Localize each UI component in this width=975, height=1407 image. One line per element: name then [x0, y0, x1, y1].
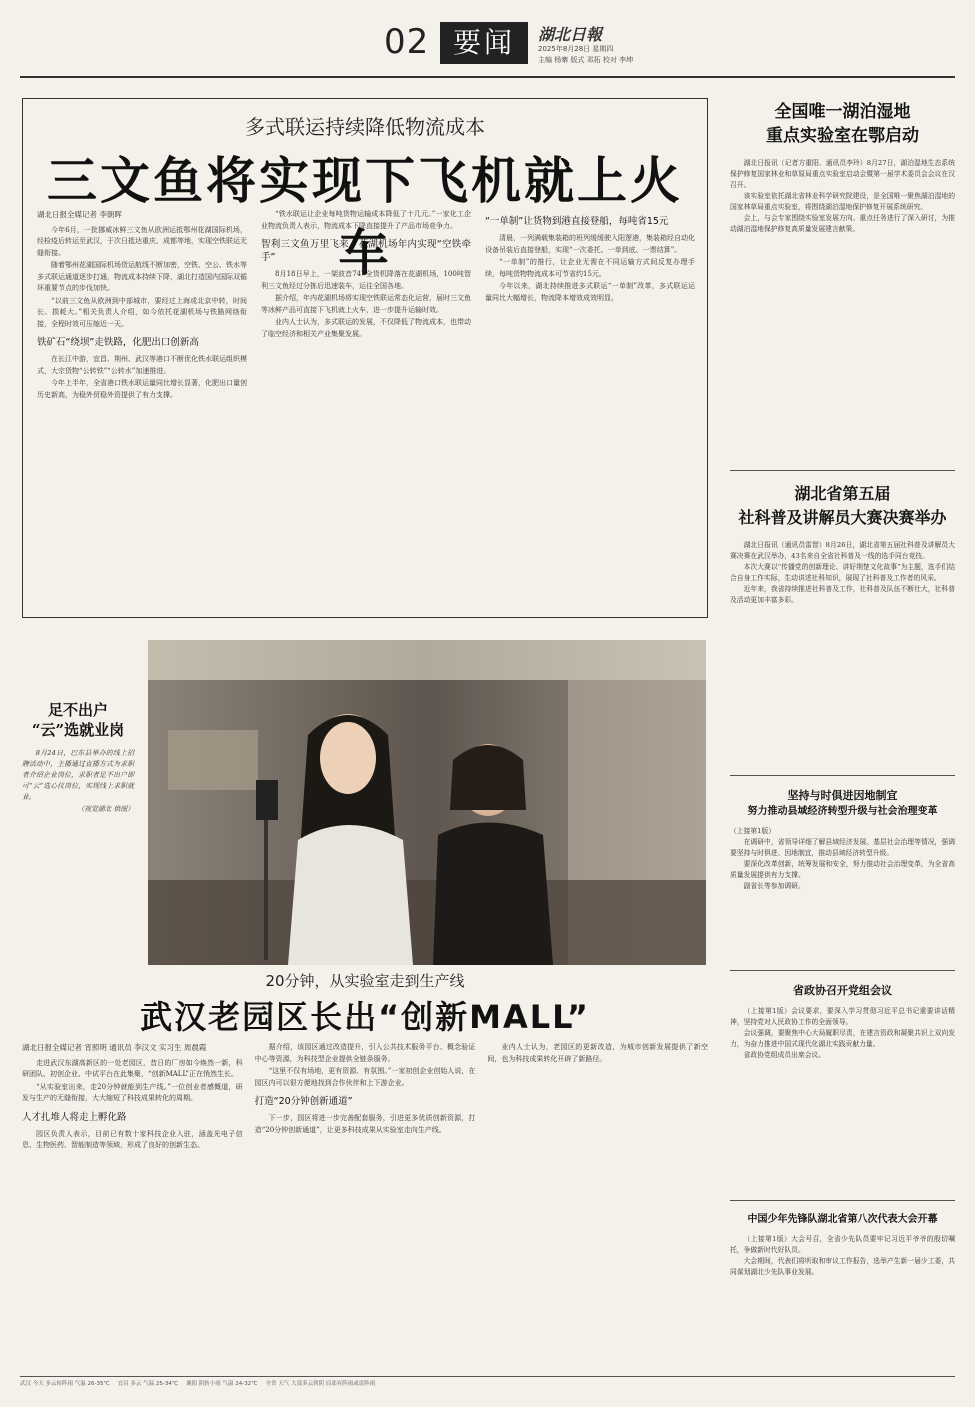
article2-title: 武汉老园区长出“创新MALL” — [140, 998, 590, 1036]
article2-col-3 — [487, 1042, 708, 1372]
story-paragraph: 近年来，我省持续推进社科普及工作，社科普及队伍不断壮大，社科普及活动更加丰富多彩。 — [730, 585, 955, 604]
story-paragraph: 大会期间，代表们将听取和审议工作报告，选举产生新一届少工委，共同谋划湖北少先队事业发展。 — [730, 1257, 955, 1276]
lead-byline: 湖北日报全媒记者 李朝晖 — [37, 210, 122, 219]
story-paragraph: 会上，与会专家围绕实验室发展方向、重点任务进行了深入研讨，为推动湖泊湿地保护修复高质量发展建言献策。 — [730, 214, 955, 233]
weather-item: 全省 天气 大部多云到阴 局部有阵雨或雷阵雨 — [265, 1381, 376, 1387]
story-title: 重点实验室在鄂启动 — [766, 126, 919, 146]
story-title: 坚持与时俱进因地制宜 — [787, 789, 898, 802]
lead-paragraph: “铁水联运让企业每吨货物运输成本降低了十几元。”一家化工企业物流负责人表示，物流成本下降直接提升了产品市场竞争力。 — [261, 210, 471, 230]
article2-paragraph: “这里不仅有场地，更有资源、有氛围。”一家初创企业创始人说，在园区内可以很方便地找到合作伙伴和上下游企业。 — [254, 1067, 476, 1087]
story-wetland-lab — [730, 100, 955, 448]
story-body — [730, 540, 955, 750]
lead-paragraph: 在长江中游，宜昌、荆州、武汉等港口不断优化铁水联运组织模式，大宗货物“公转铁”“公转水”加速推进。 — [37, 355, 247, 375]
lead-paragraph: 随着鄂州花湖国际机场货运航线不断加密，空铁、空公、铁水等多式联运通道逐步打通，物流成本持续下降，湖北打造国内国际双循环重要节点的步伐加快。 — [37, 261, 247, 292]
weather-item: 武汉 今天 多云转阵雨 气温 26-35℃ — [20, 1381, 110, 1387]
lead-paragraph: 8月18日早上，一架波音747全货机降落在花湖机场，100吨智利三文鱼经过分拣后迅速装车，运往全国各地。 — [261, 270, 471, 290]
caption-title: 足不出户 — [47, 701, 108, 719]
weather-item: 襄阳 阴转小雨 气温 24-32℃ — [186, 1381, 258, 1387]
divider — [730, 470, 955, 471]
article2-paragraph: 下一步，园区将进一步完善配套服务，引进更多优质创新资源，打造“20分钟创新通道”，让更多科技成果从实验室走向生产线。 — [254, 1114, 476, 1134]
story-paragraph: （上接第1版）大会号召，全省少先队员要牢记习近平爷爷的殷切嘱托，争做新时代好队员。 — [730, 1235, 955, 1254]
lead-col-1 — [37, 209, 247, 609]
story-cppcc-meeting — [730, 982, 955, 1201]
lead-paragraph: 今年上半年，全省港口铁水联运量同比增长显著，化肥出口量创历史新高，为稳外贸稳外资提供了有力支撑。 — [37, 379, 247, 399]
story-byline: （上接第1版） — [730, 827, 776, 835]
divider — [730, 1200, 955, 1201]
story-county-economy — [730, 788, 955, 956]
article2-subhead: 打造“20分钟创新通道” — [254, 1096, 353, 1107]
article2-subtitle: 20分钟，从实验室走到生产线 — [265, 972, 465, 990]
article2-paragraph: 走进武汉东湖高新区的一处老园区，昔日的厂房如今焕然一新，科研团队、初创企业、中试平台在此集聚，“创新MALL”正在悄然生长。 — [22, 1058, 243, 1078]
lead-article — [22, 98, 708, 618]
lead-subhead: “一单制”让货物到港直接登船，每吨省15元 — [485, 216, 669, 227]
lead-title: 三文鱼将实现下飞机就上火车 — [47, 152, 683, 282]
story-paragraph: 省政协党组成员出席会议。 — [743, 1051, 826, 1059]
lead-subhead: 智利三文鱼万里飞来，花湖机场年内实现“空铁牵手” — [261, 239, 471, 263]
weather-item: 宜昌 多云 气温 25-34℃ — [117, 1381, 179, 1387]
story-paragraph: 湖北日报讯（记者方重阳、通讯员李玲）8月27日，湖泊湿地生态系统保护修复国家林业和草原局重点实验室启动会暨第一届学术委员会会议在汉召开。 — [730, 159, 955, 189]
lead-paragraph: “以前三文鱼从欧洲到中部城市，要经过上海或北京中转，时间长、损耗大。”相关负责人介绍，如今依托花湖机场与铁路网络衔接，全程时效可压缩近一天。 — [37, 296, 247, 328]
divider — [730, 970, 955, 971]
lead-subtitle: 多式联运持续降低物流成本 — [245, 115, 485, 139]
lead-col-2 — [261, 209, 471, 609]
article2-paragraph: 业内人士认为，老园区的更新改造，为城市创新发展提供了新空间，也为科技成果转化开辟了新路径。 — [487, 1043, 709, 1063]
article2-col-1 — [22, 1042, 243, 1372]
lead-paragraph: “一单制”的推行，让企业无需在不同运输方式间反复办理手续，每吨货物物流成本可节省约15元。 — [485, 258, 695, 278]
article2-col-2 — [255, 1042, 476, 1372]
lead-subhead: 铁矿石“绕坝”走铁路，化肥出口创新高 — [37, 337, 199, 348]
story-paragraph: 会议强调，要聚焦中心大局履职尽责，在建言资政和凝聚共识上双向发力，为奋力推进中国式现代化湖北实践贡献力量。 — [730, 1029, 955, 1048]
story-body — [730, 1006, 955, 1201]
story-paragraph: 本次大赛以“传播党的创新理论、讲好荆楚文化故事”为主题，选手们结合自身工作实际，生动讲述社科知识，展现了社科普及工作者的风采。 — [730, 563, 955, 582]
story-title: 努力推动县域经济转型升级与社会治理变革 — [747, 806, 938, 817]
lead-columns — [37, 209, 695, 609]
story-paragraph: 副省长等参加调研。 — [743, 882, 805, 890]
story-title: 中国少年先锋队湖北省第八次代表大会开幕 — [747, 1214, 938, 1225]
lead-paragraph: 清晨，一列满载集装箱的班列缓缓驶入阳逻港，集装箱经自动化设备吊装后直接登船，实现“一次委托、一单到底、一票结算”。 — [485, 234, 695, 254]
livestream-photo-illustration — [148, 640, 706, 965]
story-paragraph: 要深化改革创新，统筹发展和安全，努力推动社会治理变革，为全省高质量发展提供有力支撑。 — [730, 860, 955, 879]
caption-credit: （视觉湖北 供图） — [77, 805, 134, 813]
story-title: 省政协召开党组会议 — [793, 984, 892, 997]
caption-body — [22, 748, 134, 803]
story-title: 社科普及讲解员大赛决赛举办 — [738, 508, 947, 527]
story-paragraph: 在调研中，省领导详细了解县域经济发展、基层社会治理等情况，强调要坚持与时俱进、因地制宜，推动县域经济转型升级。 — [730, 838, 955, 857]
masthead — [0, 0, 975, 92]
article2-paragraph: “从实验室出来，走20分钟就能到生产线。”一位创业者感慨道，研发与生产的无缝衔接，大大缩短了科技成果转化的周期。 — [22, 1082, 243, 1102]
article2-paragraph: 园区负责人表示，目前已有数十家科技企业入驻，涵盖光电子信息、生物医药、智能制造等领域，形成了良好的创新生态。 — [22, 1129, 243, 1149]
lead-col-3 — [485, 209, 695, 609]
page-number: 02 — [384, 22, 430, 62]
story-paragraph: 湖北日报讯（通讯员雷智）8月26日，湖北省第五届社科普及讲解员大赛决赛在武汉举办，43名来自全省社科普及一线的选手同台竞技。 — [730, 541, 955, 560]
story-body — [730, 826, 955, 956]
story-body — [730, 1234, 955, 1379]
lead-paragraph: 今年6月，一批挪威冰鲜三文鱼从欧洲运抵鄂州花湖国际机场，经检疫后转运至武汉，于次日抵达重庆、成都等地，实现空铁联运无缝衔接。 — [37, 225, 247, 257]
article2-paragraph: 据介绍，该园区通过改造提升，引入公共技术服务平台、概念验证中心等资源，为科技型企业提供全链条服务。 — [254, 1043, 476, 1063]
caption-text: 8月24日，巴东县举办的线上招聘活动中，主播通过直播方式为求职者介绍企业岗位，求职者足不出户即可“云”选心仪岗位，实现线上求职就业。 — [22, 749, 134, 801]
lead-paragraph: 今年以来，湖北持续推进多式联运“一单制”改革，多式联运运量同比大幅增长，物流降本增效成效明显。 — [485, 282, 695, 302]
issue-date: 2025年8月28日 星期四 — [538, 45, 614, 53]
masthead-rule — [20, 76, 955, 78]
story-paragraph: 该实验室依托湖北省林业科学研究院建设，是全国唯一聚焦湖泊湿地的国家林草局重点实验室，将围绕湖泊湿地保护修复开展系统研究。 — [730, 192, 955, 211]
story-science-contest — [730, 482, 955, 750]
article2-columns — [22, 1042, 708, 1372]
news-photo — [148, 640, 706, 965]
weather-footer — [20, 1376, 955, 1402]
lead-paragraph: 业内人士认为，多式联运的发展，不仅降低了物流成本，也带动了临空经济和相关产业集聚发展。 — [261, 318, 471, 338]
editors-line: 主编 杨寨 版式 邓拓 校对 李坤 — [538, 56, 634, 64]
story-young-pioneers — [730, 1212, 955, 1379]
divider — [730, 775, 955, 776]
article2-subhead: 人才扎堆人将走上孵化路 — [22, 1111, 127, 1123]
photo-caption-box — [22, 700, 134, 962]
section-label: 要闻 — [440, 22, 528, 64]
story-title: 全国唯一湖泊湿地 — [774, 102, 911, 122]
paper-name: 湖北日報 — [538, 25, 603, 44]
caption-title: “云”选就业岗 — [31, 721, 125, 739]
story-paragraph: （上接第1版）会议要求，要深入学习贯彻习近平总书记重要讲话精神，坚持党对人民政协工作的全面领导。 — [730, 1007, 955, 1026]
story-title: 湖北省第五届 — [794, 484, 891, 503]
article2-byline: 湖北日报全媒记者 宵照明 通讯员 李汉文 实习生 周晨霞 — [22, 1043, 207, 1052]
lead-paragraph: 据介绍，年内花湖机场将实现空铁联运常态化运营，届时三文鱼等冰鲜产品可直接下飞机就上火车，进一步提升运输时效。 — [261, 294, 471, 314]
story-body — [730, 158, 955, 448]
